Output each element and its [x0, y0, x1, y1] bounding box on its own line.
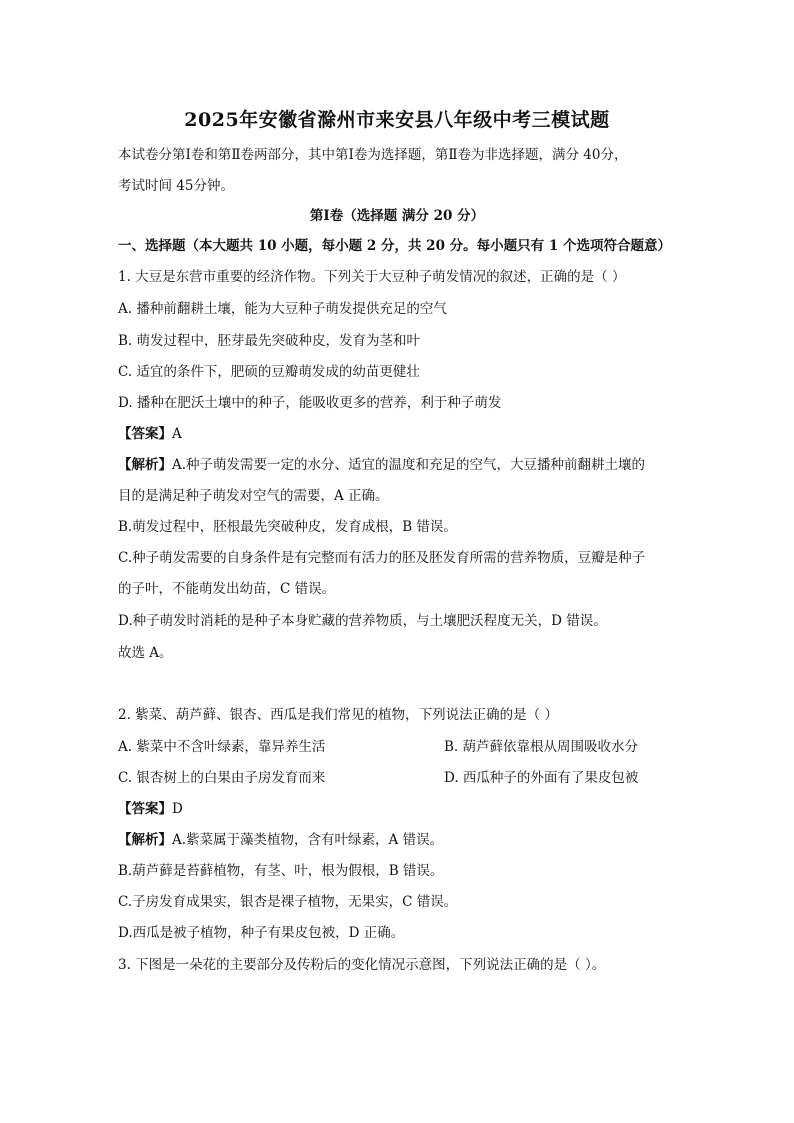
question-1-option-b: B. 萌发过程中，胚芽最先突破种皮，发育为茎和叶	[118, 333, 421, 349]
question-2-analysis-3: C.子房发育成果实，银杏是裸子植物，无果实，C 错误。	[118, 894, 458, 910]
question-3-stem: 3. 下图是一朵花的主要部分及传粉后的变化情况示意图，下列说法正确的是（ ）。	[118, 957, 606, 973]
answer-value: A	[172, 426, 182, 442]
question-2-stem: 2. 紫菜、葫芦藓、银杏、西瓜是我们常见的植物，下列说法正确的是（ ）	[118, 707, 558, 723]
analysis-text: A.种子萌发需要一定的水分、适宜的温度和充足的空气，大豆播种前翻耕土壤的	[172, 457, 646, 473]
intro-line-2: 考试时间 45分钟。	[118, 178, 234, 194]
question-2-option-d: D. 西瓜种子的外面有了果皮包被	[444, 770, 639, 786]
answer-value: D	[172, 801, 183, 817]
question-1-analysis-1	[118, 455, 645, 475]
analysis-tag: 【解析】	[118, 457, 172, 473]
question-1-analysis-3: B.萌发过程中，胚根最先突破种皮，发育成根，B 错误。	[118, 519, 457, 535]
question-2-option-a: A. 紫菜中不含叶绿素，靠异养生活	[118, 739, 326, 755]
question-1-analysis-6: D.种子萌发时消耗的是种子本身贮藏的营养物质，与土壤肥沃程度无关，D 错误。	[118, 613, 607, 629]
question-2-analysis-1	[118, 830, 443, 850]
question-2-analysis-4: D.西瓜是被子植物，种子有果皮包被，D 正确。	[118, 925, 405, 941]
analysis-tag: 【解析】	[118, 832, 172, 848]
answer-tag: 【答案】	[118, 426, 172, 442]
analysis-text: A.紫菜属于藻类植物，含有叶绿素，A 错误。	[172, 832, 444, 848]
question-1-conclusion: 故选 A。	[118, 645, 173, 661]
question-1-analysis-4: C.种子萌发需要的自身条件是有完整而有活力的胚及胚发育所需的营养物质，豆瓣是种子	[118, 550, 646, 566]
question-1-analysis-5: 的子叶，不能萌发出幼苗，C 错误。	[118, 581, 336, 597]
question-2-option-b: B. 葫芦藓依靠根从周围吸收水分	[444, 739, 639, 755]
question-2-answer	[118, 799, 183, 819]
question-2-option-c: C. 银杏树上的白果由子房发育而来	[118, 770, 326, 786]
answer-tag: 【答案】	[118, 801, 172, 817]
part-header: 一、选择题（本大题共 10 小题，每小题 2 分，共 20 分。每小题只有 1 个选项符合题意）	[118, 238, 671, 254]
question-1-answer	[118, 424, 182, 444]
question-2-analysis-2: B.葫芦藓是苔藓植物，有茎、叶，根为假根，B 错误。	[118, 863, 444, 879]
question-1-option-d: D. 播种在肥沃土壤中的种子，能吸收更多的营养，利于种子萌发	[118, 395, 502, 411]
question-1-analysis-2: 目的是满足种子萌发对空气的需要，A 正确。	[118, 488, 389, 504]
section-header: 第Ⅰ卷（选择题 满分 20 分）	[309, 208, 485, 224]
question-1-option-a: A. 播种前翻耕土壤，能为大豆种子萌发提供充足的空气	[118, 301, 447, 317]
page-title: 2025年安徽省滁州市来安县八年级中考三模试题	[184, 109, 610, 131]
question-1-option-c: C. 适宜的条件下，肥硕的豆瓣萌发成的幼苗更健壮	[118, 364, 420, 380]
intro-line-1: 本试卷分第Ⅰ卷和第Ⅱ卷两部分，其中第Ⅰ卷为选择题，第Ⅱ卷为非选择题，满分 40分，	[118, 147, 628, 163]
question-1-stem: 1. 大豆是东营市重要的经济作物。下列关于大豆种子萌发情况的叙述，正确的是（ ）	[118, 269, 626, 285]
